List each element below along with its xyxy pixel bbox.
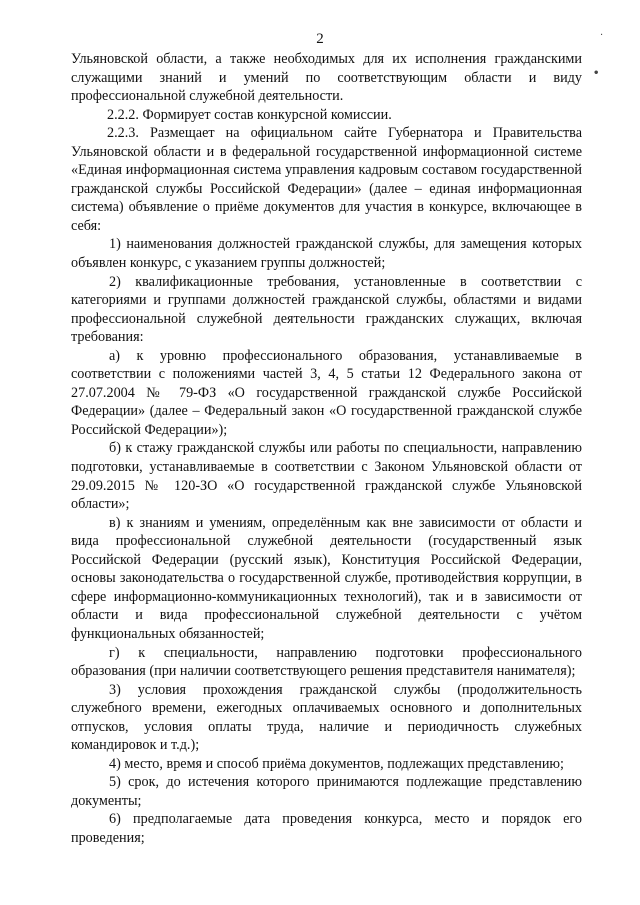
paragraph-continuation: Ульяновской области, а также необходимых для их исполнения гражданскими служащими знаний и умений по соответствующим области и виду профессиональной служебной деятельности. (71, 51, 582, 105)
page-number: 2 (316, 31, 324, 47)
paragraph-2-2-3: 2.2.3. Размещает на официальном сайте Губернатора и Правительства Ульяновской области и в федеральной государственной информационной системе «Единая информационная система управления кадровым составом государственной гражданской службы Российской Федерации» (далее – единая информационная система) объявление о приёме документов для участия в конкурсе, включающее в себя: (71, 125, 582, 234)
paragraph-2-2-2: 2.2.2. Формирует состав конкурсной комиссии. (107, 106, 392, 123)
list-item-2g: г) к специальности, направлению подготовки профессионального образования (при наличии соответствующего решения представителя нанимателя); (71, 644, 582, 680)
list-item-6: 6) предполагаемые дата проведения конкурса, место и порядок его проведения; (71, 811, 582, 846)
list-item-5: 5) срок, до истечения которого принимаются подлежащие представлению документы; (71, 774, 582, 809)
document-body (71, 50, 582, 848)
list-item-2a: а) к уровню профессионального образования, устанавливаемые в соответствии с положениями частей 3, 4, 5 статьи 12 Федерального закона от 27.07.2004 № 79-ФЗ «О государственной гражданской службе Российской Федерации» (далее – Федеральный закон «О государственной гражданской службе Российской Федерации»); (71, 347, 582, 438)
list-item-1: 1) наименования должностей гражданской службы, для замещения которых объявлен конкурс, с указанием группы должностей; (71, 236, 582, 272)
scan-mark-top: · (600, 30, 604, 41)
list-item-3: 3) условия прохождения гражданской службы (продолжительность служебного времени, ежегодных оплачиваемых основного и дополнительных отпусков, условия оплаты труда, наличие и периодичность служебных командировок и т.д.); (71, 681, 582, 754)
scan-mark-dot: • (593, 68, 600, 79)
list-item-2b: б) к стажу гражданской службы или работы по специальности, направлению подготовки, устанавливаемые в соответствии с Законом Ульяновской области от 29.09.2015 № 120-ЗО «О государственной гражданской службе Ульяновской области»; (71, 440, 582, 513)
list-item-4: 4) место, время и способ приёма документов, подлежащих представлению; (109, 755, 564, 772)
list-item-2: 2) квалификационные требования, установленные в соответствии с категориями и группами должностей гражданской службы, областями и видами профессиональной служебной деятельности гражданских служащих, включая требования: (71, 273, 582, 346)
list-item-2v: в) к знаниям и умениям, определённым как вне зависимости от области и вида профессиональной служебной деятельности (государственный язык Российской Федерации (русский язык), Конституция Российской Федерации, основы законодательства о государственной службе, противодействия коррупции, в сфере информационно-коммуникационных технологий), так и в зависимости от области и вида профессиональной служебной деятельности с учётом функциональных обязанностей; (71, 514, 582, 642)
